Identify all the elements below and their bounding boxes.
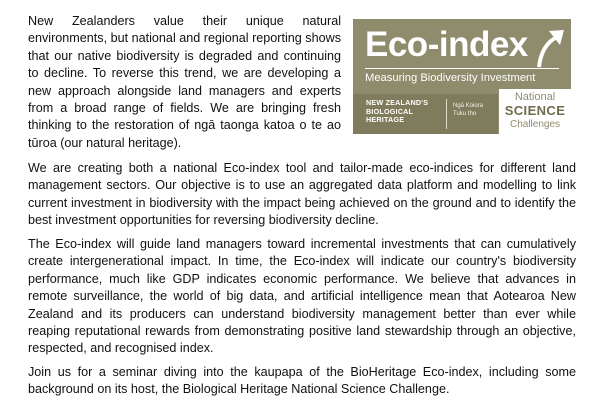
seminar-invitation-paragraph: Join us for a seminar diving into the kaupapa of the BioHeritage Eco-index, including some background on its host, the Biological Heritage National Science Challenge. (28, 365, 576, 397)
nz-line-1: NEW ZEALAND'S (366, 98, 429, 107)
biological-heritage-name (366, 99, 428, 125)
national-science-challenges-logo (499, 89, 571, 134)
tagline-line-1: Ngā Koiora (453, 103, 484, 109)
nsc-line-1: National (514, 91, 556, 103)
intro-paragraph: New Zealanders value their unique natural environments, but national and regional reporting shows that our native biodiversity is degraded and continuing to decline. To reverse this trend, we are developing a new approach alongside land managers and experts from a broad range of fields. We are bringing fresh thinking to the restoration of ngā taonga katoa o te ao tūroa (our natural heritage). (28, 14, 341, 150)
logo-title: Eco-index (365, 25, 528, 64)
logo-subtitle: Measuring Biodiversity Investment (365, 72, 536, 84)
tagline-line-2: Tuku Iho (453, 111, 477, 117)
nsc-line-3: Challenges (509, 119, 561, 130)
nsc-line-2: SCIENCE (504, 103, 566, 118)
biological-heritage-badge (353, 94, 498, 134)
upward-arrow-icon (533, 23, 569, 69)
objective-paragraph: We are creating both a national Eco-index tool and tailor-made eco-indices for different land management sectors. Our objective is to use an aggregated data platform and modelling to link current investment in biodiversity with the impact being achieved on the ground and to identify the best investment opportunities for reversing biodiversity decline. (28, 161, 576, 228)
logo-divider (365, 68, 559, 69)
nz-line-3: HERITAGE (366, 115, 405, 125)
badge-divider (446, 99, 447, 129)
eco-index-logo (353, 19, 571, 134)
maori-tagline (453, 102, 483, 118)
eco-index-guidance-paragraph: The Eco-index will guide land managers toward incremental investments that can cumulatively create intergenerational impact. In time, the Eco-index will indicate our country's biodiversity performance, much like GDP indicates economic performance. We believe that advances in remote surveillance, the world of big data, and artificial intelligence mean that Aotearoa New Zealand and its producers can understand biodiversity management better than ever while reaping reputational rewards from demonstrating positive land stewardship through an objective, respected, and recognised index. (28, 237, 576, 356)
nz-line-2: BIOLOGICAL (366, 106, 414, 116)
